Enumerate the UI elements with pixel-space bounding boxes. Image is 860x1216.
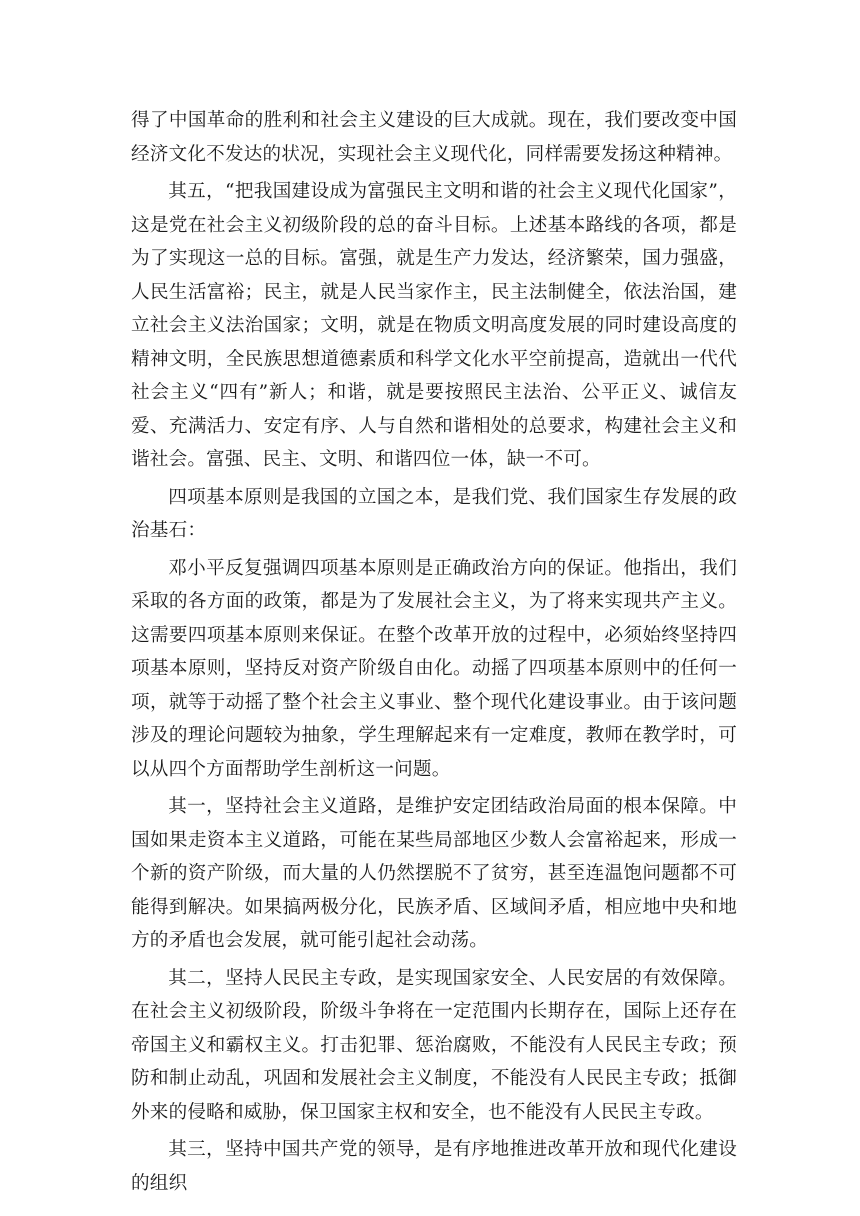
- paragraph-point-one: 其一，坚持社会主义道路，是维护安定团结政治局面的根本保障。中国如果走资本主义道路，可能在某些局部地区少数人会富裕起来，形成一个新的资产阶级，而大量的人仍然摆脱不了贫穷，甚至连温饱问题都不可能得到解决。如果搞两极分化，民族矛盾、区域间矛盾，相应地中央和地方的矛盾也会发展，就可能引起社会动荡。: [131, 796, 737, 951]
- paragraph-four-principles-intro: 四项基本原则是我国的立国之本，是我们党、我们国家生存发展的政治基石：: [131, 486, 737, 541]
- paragraph-point-three: 其三，坚持中国共产党的领导，是有序地推进改革开放和现代化建设的组织: [131, 1139, 737, 1194]
- paragraph-point-two: 其二，坚持人民民主专政，是实现国家安全、人民安居的有效保障。在社会主义初级阶段，阶级斗争将在一定范围内长期存在，国际上还存在帝国主义和霸权主义。打击犯罪、惩治腐败，不能没有人民民主专政；预防和制止动乱，巩固和发展社会主义制度，不能没有人民民主专政；抵御外来的侵略和威胁，保卫国家主权和安全，也不能没有人民民主专政。: [131, 967, 737, 1123]
- paragraph-deng-xiaoping: 邓小平反复强调四项基本原则是正确政治方向的保证。他指出，我们采取的各方面的政策，都是为了发展社会主义，为了将来实现共产主义。这需要四项基本原则来保证。在整个改革开放的过程中，必须始终坚持四项基本原则，坚持反对资产阶级自由化。动摇了四项基本原则中的任何一项，就等于动摇了整个社会主义事业、整个现代化建设事业。由于该问题涉及的理论问题较为抽象，学生理解起来有一定难度，教师在教学时，可以从四个方面帮助学生剖析这一问题。: [131, 557, 737, 780]
- paragraph-continuation: 得了中国革命的胜利和社会主义建设的巨大成就。现在，我们要改变中国经济文化不发达的状况，实现社会主义现代化，同样需要发扬这种精神。: [131, 110, 737, 165]
- document-body: [131, 104, 737, 1200]
- paragraph-point-five: 其五，“把我国建设成为富强民主文明和谐的社会主义现代化国家”，这是党在社会主义初级阶段的总的奋斗目标。上述基本路线的各项，都是为了实现这一总的目标。富强，就是生产力发达，经济繁荣，国力强盛，人民生活富裕；民主，就是人民当家作主，民主法制健全，依法治国，建立社会主义法治国家；文明，就是在物质文明高度发展的同时建设高度的精神文明，全民族思想道德素质和科学文化水平空前提高，造就出一代代社会主义“四有”新人；和谐，就是要按照民主法治、公平正义、诚信友爱、充满活力、安定有序、人与自然和谐相处的总要求，构建社会主义和谐社会。富强、民主、文明、和谐四位一体，缺一不可。: [131, 181, 737, 470]
